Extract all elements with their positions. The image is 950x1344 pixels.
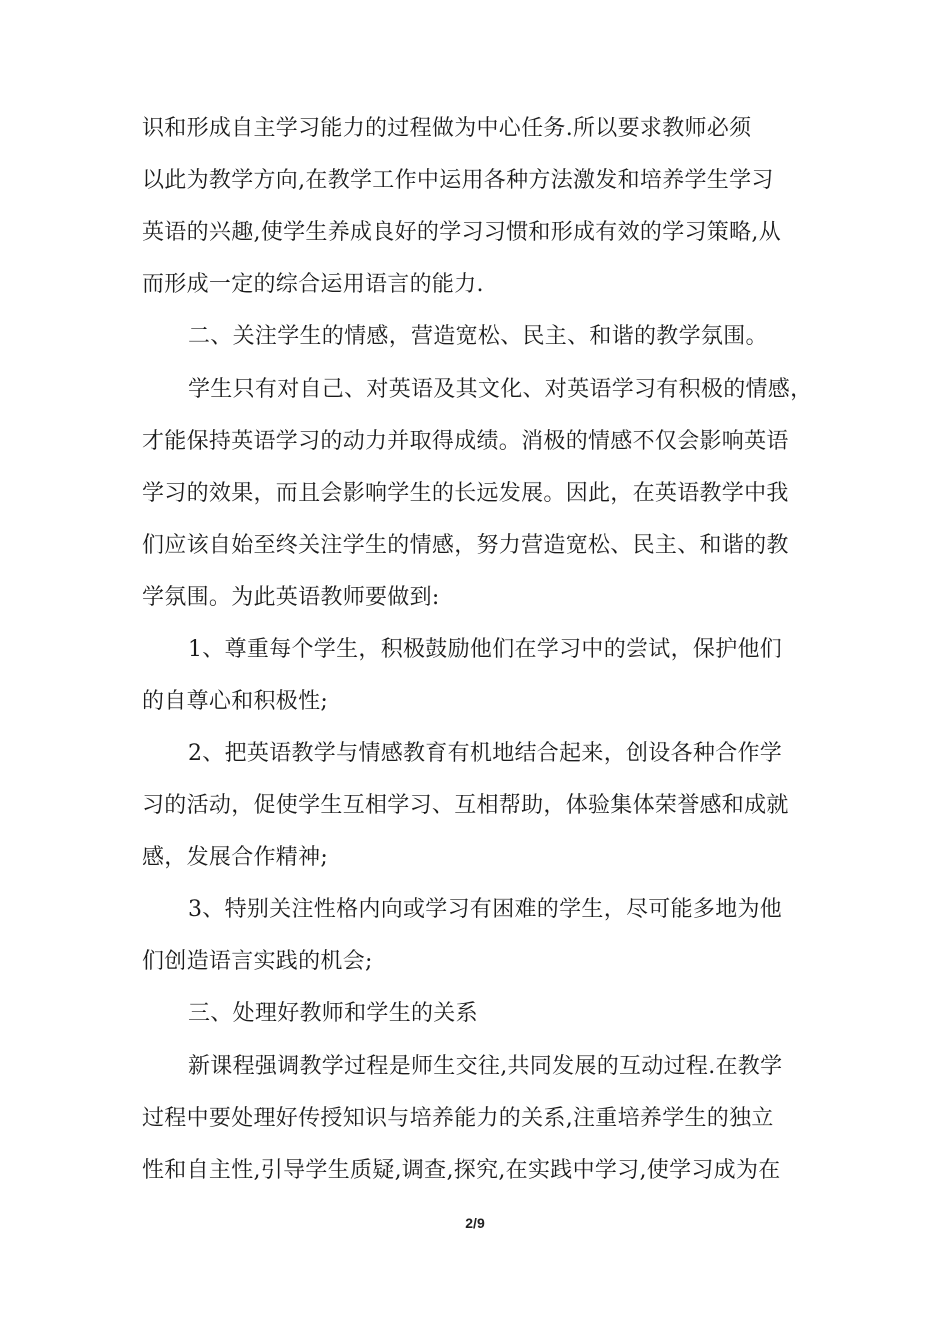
text-line: 们应该自始至终关注学生的情感，努力营造宽松、民主、和谐的教 bbox=[142, 533, 789, 558]
text-line: 英语的兴趣,使学生养成良好的学习习惯和形成有效的学习策略,从 bbox=[142, 220, 781, 245]
section-heading: 二、关注学生的情感，营造宽松、民主、和谐的教学氛围。 bbox=[188, 324, 768, 349]
text-line: 习的活动，促使学生互相学习、互相帮助，体验集体荣誉感和成就 bbox=[142, 793, 789, 818]
section-heading: 三、处理好教师和学生的关系 bbox=[188, 1001, 478, 1026]
text-line: 而形成一定的综合运用语言的能力. bbox=[142, 272, 484, 297]
text-line: 的自尊心和积极性; bbox=[142, 689, 329, 714]
list-item-3: 3、特别关注性格内向或学习有困难的学生，尽可能多地为他 bbox=[188, 897, 783, 922]
text-line: 识和形成自主学习能力的过程做为中心任务.所以要求教师必须 bbox=[142, 116, 752, 141]
list-item-2: 2、把英语教学与情感教育有机地结合起来，创设各种合作学 bbox=[188, 741, 783, 766]
text-line: 以此为教学方向,在教学工作中运用各种方法激发和培养学生学习 bbox=[142, 168, 774, 193]
text-line: 们创造语言实践的机会; bbox=[142, 949, 373, 974]
text-line: 感，发展合作精神; bbox=[142, 845, 329, 870]
list-item-1: 1、尊重每个学生，积极鼓励他们在学习中的尝试，保护他们 bbox=[188, 637, 783, 662]
text-line: 学习的效果，而且会影响学生的长远发展。因此，在英语教学中我 bbox=[142, 481, 789, 506]
text-line: 学生只有对自己、对英语及其文化、对英语学习有积极的情感， bbox=[188, 377, 813, 402]
text-line: 新课程强调教学过程是师生交往,共同发展的互动过程.在教学 bbox=[188, 1054, 783, 1079]
text-line: 学氛围。为此英语教师要做到: bbox=[142, 585, 440, 610]
text-line: 性和自主性,引导学生质疑,调查,探究,在实践中学习,使学习成为在 bbox=[142, 1158, 781, 1183]
page-number: 2/9 bbox=[465, 1215, 485, 1231]
text-line: 过程中要处理好传授知识与培养能力的关系,注重培养学生的独立 bbox=[142, 1106, 774, 1131]
text-line: 才能保持英语学习的动力并取得成绩。消极的情感不仅会影响英语 bbox=[142, 429, 789, 454]
